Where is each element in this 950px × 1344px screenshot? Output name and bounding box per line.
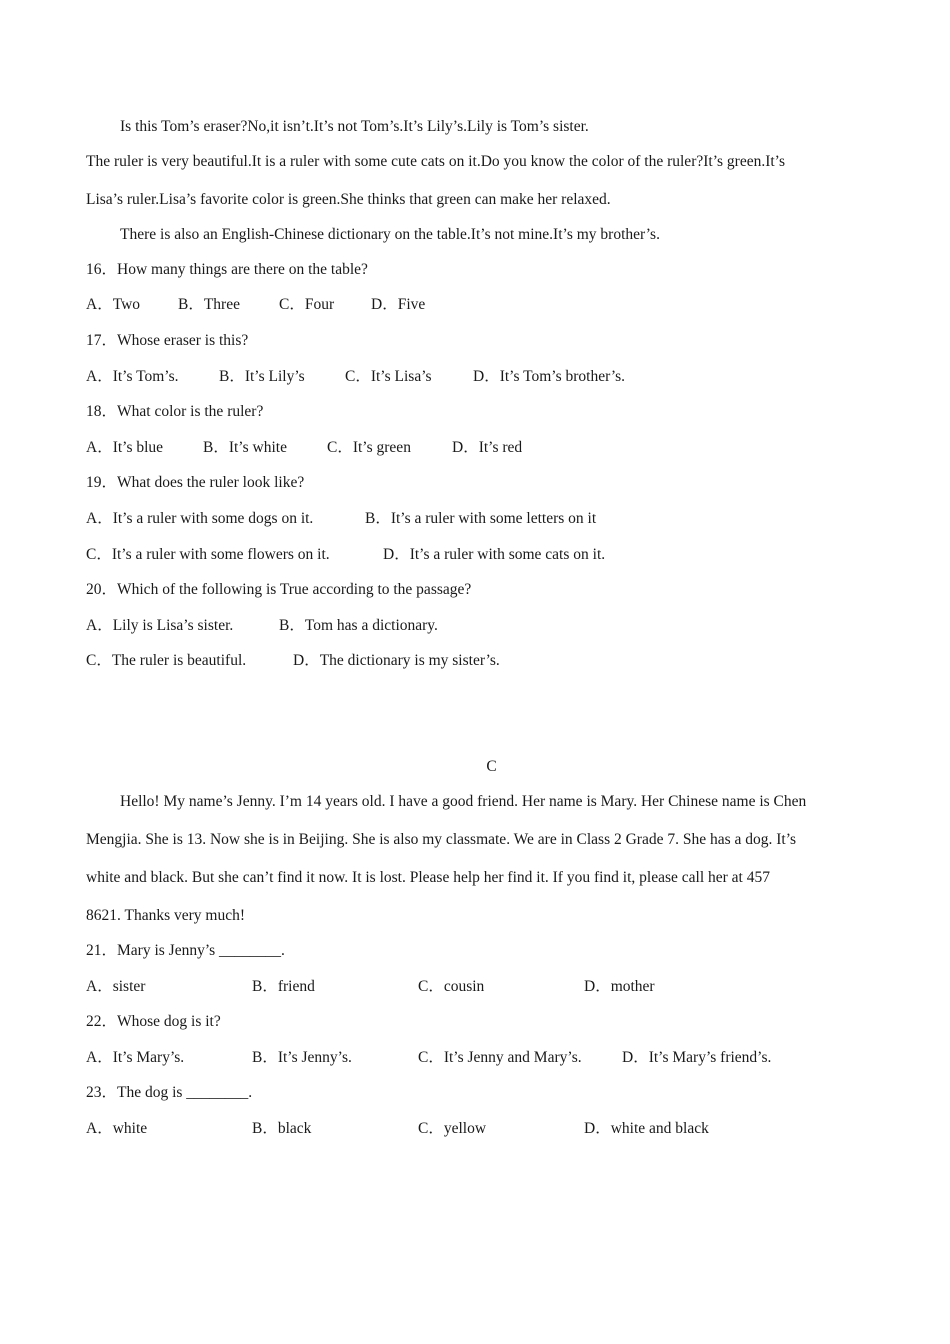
question-16-stem: 16．How many things are there on the table? [86,261,368,278]
question-19-option-d: D．It’s a ruler with some cats on it. [383,546,606,563]
question-16-option-b: B．Three [178,296,240,313]
passage-b-paragraph-2-line-1: The ruler is very beautiful.It is a ruler with some cute cats on it.Do you know the color of the ruler?It’s green.It’s [86,153,786,170]
question-22-option-d: D．It’s Mary’s friend’s. [622,1049,772,1066]
question-23-option-b: B．black [252,1120,312,1137]
question-17-stem: 17．Whose eraser is this? [86,332,249,349]
passage-b-paragraph-1: Is this Tom’s eraser?No,it isn’t.It’s not Tom’s.It’s Lily’s.Lily is Tom’s sister. [120,118,589,135]
passage-b-paragraph-3: There is also an English-Chinese dictionary on the table.It’s not mine.It’s my brother’s. [120,226,660,243]
section-c-line-3: white and black. But she can’t find it now. It is lost. Please help her find it. If you find it, please call her at 457 [86,869,770,886]
section-c-title: C [486,758,497,775]
passage-b-paragraph-2-line-2: Lisa’s ruler.Lisa’s favorite color is green.She thinks that green can make her relaxed. [86,191,611,208]
question-19-option-a: A．It’s a ruler with some dogs on it. [86,510,314,527]
question-23-stem: 23．The dog is ________. [86,1084,253,1101]
question-16-option-d: D．Five [371,296,426,313]
question-21-stem: 21．Mary is Jenny’s ________. [86,942,285,959]
question-18-option-c: C．It’s green [327,439,411,456]
question-20-option-c: C．The ruler is beautiful. [86,652,247,669]
question-19-stem: 19．What does the ruler look like? [86,474,305,491]
question-18-stem: 18．What color is the ruler? [86,403,264,420]
question-18-option-a: A．It’s blue [86,439,164,456]
section-c-line-1: Hello! My name’s Jenny. I’m 14 years old. I have a good friend. Her name is Mary. Her Chinese name is Chen [120,793,807,810]
question-22-option-a: A．It’s Mary’s. [86,1049,185,1066]
question-17-option-a: A．It’s Tom’s. [86,368,179,385]
question-21-option-c: C．cousin [418,978,485,995]
question-20-option-a: A．Lily is Lisa’s sister. [86,617,234,634]
question-18-option-d: D．It’s red [452,439,523,456]
question-23-option-a: A．white [86,1120,148,1137]
question-23-option-d: D．white and black [584,1120,709,1137]
question-18-option-b: B．It’s white [203,439,287,456]
question-16-option-c: C．Four [279,296,335,313]
question-20-stem: 20．Which of the following is True according to the passage? [86,581,472,598]
question-17-option-b: B．It’s Lily’s [219,368,305,385]
question-17-option-c: C．It’s Lisa’s [345,368,432,385]
section-c-line-4: 8621. Thanks very much! [86,907,245,924]
question-20-option-b: B．Tom has a dictionary. [279,617,438,634]
question-16-option-a: A．Two [86,296,141,313]
question-21-option-b: B．friend [252,978,315,995]
question-21-option-a: A．sister [86,978,146,995]
question-17-option-d: D．It’s Tom’s brother’s. [473,368,626,385]
question-22-stem: 22．Whose dog is it? [86,1013,221,1030]
question-22-option-b: B．It’s Jenny’s. [252,1049,352,1066]
question-19-option-b: B．It’s a ruler with some letters on it [365,510,597,527]
section-c-line-2: Mengjia. She is 13. Now she is in Beijing. She is also my classmate. We are in Class 2 Grade 7. She has a dog. It’s [86,831,797,848]
question-23-option-c: C．yellow [418,1120,487,1137]
question-22-option-c: C．It’s Jenny and Mary’s. [418,1049,582,1066]
question-20-option-d: D．The dictionary is my sister’s. [293,652,500,669]
question-19-option-c: C．It’s a ruler with some flowers on it. [86,546,330,563]
question-21-option-d: D．mother [584,978,655,995]
